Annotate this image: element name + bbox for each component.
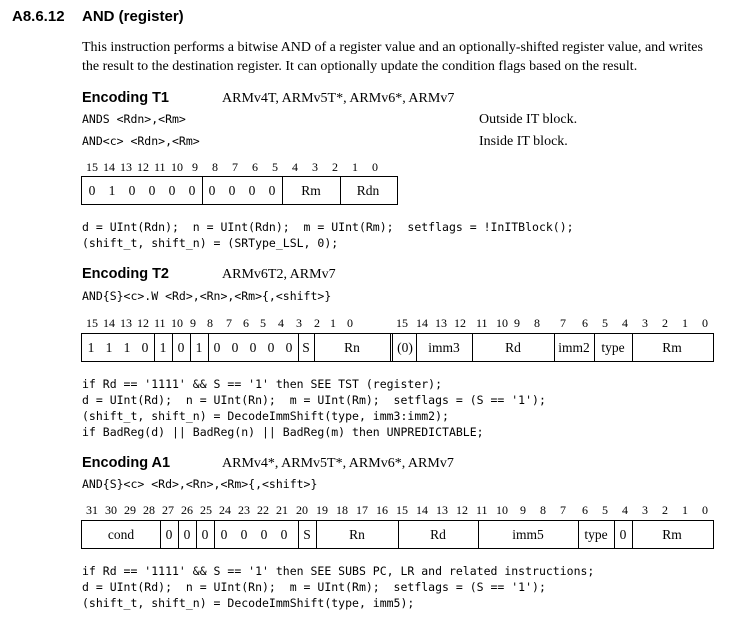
bit-number: 7	[560, 316, 566, 330]
bit-number: 8	[207, 316, 213, 330]
bit-number: 23	[238, 503, 250, 517]
bit-number: 26	[181, 503, 193, 517]
bit-number: 12	[456, 503, 468, 517]
bit-number: 7	[226, 316, 232, 330]
t2-bit-13: 1	[123, 339, 131, 355]
t1-note-inside-it: Inside IT block.	[479, 134, 568, 149]
bit-number: 13	[120, 316, 132, 330]
a1-heading: Encoding A1	[82, 455, 171, 471]
t2-arch: ARMv6T2, ARMv7	[222, 267, 336, 282]
bit-number: 13	[435, 316, 447, 330]
bit-number: 11	[154, 316, 166, 330]
bit-number: 11	[476, 316, 488, 330]
bit-number: 15	[396, 503, 408, 517]
t1-bit-15: 0	[88, 182, 96, 198]
t2-syntax: AND{S}<c>.W <Rd>,<Rn>,<Rm>{,<shift>}	[82, 289, 332, 303]
bit-number: 19	[316, 503, 328, 517]
bit-number: 3	[312, 160, 318, 174]
t2-bit-6: 0	[249, 339, 257, 355]
a1-field-imm5: imm5	[512, 526, 544, 542]
section-number: A8.6.12	[12, 8, 65, 25]
bit-number: 21	[276, 503, 288, 517]
t2-bit-8: 0	[213, 339, 221, 355]
t1-field-rm: Rm	[301, 182, 321, 198]
t1-bit-6: 0	[268, 182, 276, 198]
bit-number: 14	[103, 160, 115, 174]
bit-number: 15	[86, 160, 98, 174]
bit-number: 3	[642, 316, 648, 330]
t2-bit-11: 1	[159, 339, 167, 355]
t2-field-s: S	[302, 339, 310, 355]
bit-number: 13	[436, 503, 448, 517]
bit-number: 0	[702, 503, 708, 517]
t1-bit-12: 0	[148, 182, 156, 198]
t2-bit-7: 0	[231, 339, 239, 355]
t2-field-zero: (0)	[397, 339, 413, 355]
bit-number: 11	[476, 503, 488, 517]
a1-bit-24: 0	[220, 526, 228, 542]
t2-field-rm: Rm	[662, 339, 682, 355]
t1-heading: Encoding T1	[82, 90, 169, 106]
bit-number: 17	[356, 503, 368, 517]
bit-number: 5	[260, 316, 266, 330]
bit-number: 1	[682, 316, 688, 330]
bit-number: 8	[540, 503, 546, 517]
t1-bit-8: 0	[228, 182, 236, 198]
a1-arch: ARMv4*, ARMv5T*, ARMv6*, ARMv7	[222, 456, 454, 471]
bit-number: 15	[396, 316, 408, 330]
bit-number: 1	[330, 316, 336, 330]
bit-number: 13	[120, 160, 132, 174]
t1-bit-14: 1	[108, 182, 116, 198]
t2-bit-10: 0	[177, 339, 185, 355]
a1-bit-26: 0	[183, 526, 191, 542]
bit-number: 31	[86, 503, 98, 517]
a1-field-rn: Rn	[349, 526, 365, 542]
bit-number: 1	[682, 503, 688, 517]
bit-number: 20	[296, 503, 308, 517]
bit-number: 10	[171, 160, 183, 174]
bit-number: 15	[86, 316, 98, 330]
t1-syntax-ands: ANDS <Rdn>,<Rm>	[82, 112, 186, 126]
t2-field-rd: Rd	[505, 339, 521, 355]
bit-number: 7	[232, 160, 238, 174]
bit-number: 12	[137, 160, 149, 174]
a1-field-rd: Rd	[430, 526, 446, 542]
t2-bit-9: 1	[195, 339, 203, 355]
t1-arch: ARMv4T, ARMv5T*, ARMv6*, ARMv7	[222, 91, 455, 106]
t2-field-rn: Rn	[344, 339, 360, 355]
a1-pseudocode-line-3: (shift_t, shift_n) = DecodeImmShift(type, imm5);	[82, 596, 415, 610]
bit-number: 14	[416, 503, 428, 517]
a1-bit-21: 0	[280, 526, 288, 542]
a1-pseudocode-line-1: if Rd == '1111' && S == '1' then SEE SUBS PC, LR and related instructions;	[82, 564, 595, 578]
bit-number: 10	[496, 503, 508, 517]
bit-number: 5	[602, 316, 608, 330]
a1-field-cond: cond	[107, 526, 135, 542]
t2-encoding-fields	[81, 333, 714, 362]
a1-bit-25: 0	[201, 526, 209, 542]
a1-field-rm: Rm	[662, 526, 682, 542]
t1-bit-9: 0	[208, 182, 216, 198]
bit-number: 0	[347, 316, 353, 330]
bit-number: 2	[332, 160, 338, 174]
t2-field-imm2: imm2	[558, 339, 590, 355]
bit-number: 11	[154, 160, 166, 174]
t1-pseudocode-line-1: d = UInt(Rdn); n = UInt(Rdn); m = UInt(Rm); setflags = !InITBlock();	[82, 220, 574, 234]
t1-note-outside-it: Outside IT block.	[479, 112, 578, 127]
bit-number: 5	[272, 160, 278, 174]
bit-number: 22	[257, 503, 269, 517]
bit-number: 6	[252, 160, 258, 174]
bit-number: 12	[454, 316, 466, 330]
bit-number: 0	[702, 316, 708, 330]
t1-pseudocode-line-2: (shift_t, shift_n) = (SRType_LSL, 0);	[82, 236, 339, 250]
a1-syntax: AND{S}<c> <Rd>,<Rn>,<Rm>{,<shift>}	[82, 477, 318, 491]
a1-bit-22: 0	[260, 526, 268, 542]
a1-bit-27: 0	[165, 526, 173, 542]
bit-number: 9	[190, 316, 196, 330]
t2-bit-14: 1	[105, 339, 113, 355]
bit-number: 6	[243, 316, 249, 330]
bit-number: 12	[137, 316, 149, 330]
bit-number: 8	[534, 316, 540, 330]
bit-number: 18	[336, 503, 348, 517]
bit-number: 25	[200, 503, 212, 517]
bit-number: 4	[622, 503, 628, 517]
bit-number: 5	[602, 503, 608, 517]
bit-number: 14	[103, 316, 115, 330]
a1-pseudocode-line-2: d = UInt(Rd); n = UInt(Rn); m = UInt(Rm); setflags = (S == '1');	[82, 580, 546, 594]
t2-field-imm3: imm3	[428, 339, 460, 355]
t2-pseudocode-line-4: if BadReg(d) || BadReg(n) || BadReg(m) then UNPREDICTABLE;	[82, 425, 484, 439]
t2-field-type: type	[601, 339, 625, 355]
bit-number: 2	[662, 503, 668, 517]
bit-number: 3	[642, 503, 648, 517]
t2-bit-4: 0	[285, 339, 293, 355]
t2-pseudocode-line-3: (shift_t, shift_n) = DecodeImmShift(type, imm3:imm2);	[82, 409, 449, 423]
bit-number: 9	[514, 316, 520, 330]
a1-encoding-fields	[81, 520, 714, 549]
bit-number: 9	[192, 160, 198, 174]
t1-syntax-and-c: AND<c> <Rdn>,<Rm>	[82, 134, 200, 148]
bit-number: 10	[496, 316, 508, 330]
bit-number: 6	[582, 316, 588, 330]
bit-number: 16	[376, 503, 388, 517]
t1-bit-7: 0	[248, 182, 256, 198]
a1-field-s: S	[303, 526, 311, 542]
bit-number: 4	[292, 160, 298, 174]
t1-field-rdn: Rdn	[356, 182, 380, 198]
bit-number: 7	[560, 503, 566, 517]
a1-bit-23: 0	[240, 526, 248, 542]
bit-number: 27	[162, 503, 174, 517]
t2-bit-12: 0	[141, 339, 149, 355]
t1-bit-10: 0	[188, 182, 196, 198]
section-title: AND (register)	[82, 8, 184, 25]
bit-number: 30	[105, 503, 117, 517]
t2-heading: Encoding T2	[82, 266, 169, 282]
bit-number: 14	[416, 316, 428, 330]
t2-bit-15: 1	[87, 339, 95, 355]
t1-encoding-fields	[81, 176, 398, 205]
halfword-divider	[390, 334, 393, 361]
bit-number: 2	[314, 316, 320, 330]
bit-number: 9	[520, 503, 526, 517]
bit-number: 4	[622, 316, 628, 330]
bit-number: 24	[219, 503, 231, 517]
t1-bit-11: 0	[168, 182, 176, 198]
t2-pseudocode-line-2: d = UInt(Rd); n = UInt(Rn); m = UInt(Rm); setflags = (S == '1');	[82, 393, 546, 407]
intro-paragraph: This instruction performs a bitwise AND of a register value and an optionally-shifted register value, and writes the result to the destination register. It can optionally update the condition flags based on the result.	[82, 40, 703, 74]
bit-number: 4	[278, 316, 284, 330]
bit-number: 0	[372, 160, 378, 174]
bit-number: 29	[124, 503, 136, 517]
bit-number: 28	[143, 503, 155, 517]
bit-number: 8	[212, 160, 218, 174]
bit-number: 1	[352, 160, 358, 174]
a1-field-type: type	[584, 526, 608, 542]
bit-number: 6	[582, 503, 588, 517]
a1-bit-4: 0	[619, 526, 627, 542]
bit-number: 2	[662, 316, 668, 330]
bit-number: 3	[296, 316, 302, 330]
t2-pseudocode-line-1: if Rd == '1111' && S == '1' then SEE TST (register);	[82, 377, 443, 391]
t1-bit-13: 0	[128, 182, 136, 198]
t2-bit-5: 0	[267, 339, 275, 355]
bit-number: 10	[171, 316, 183, 330]
